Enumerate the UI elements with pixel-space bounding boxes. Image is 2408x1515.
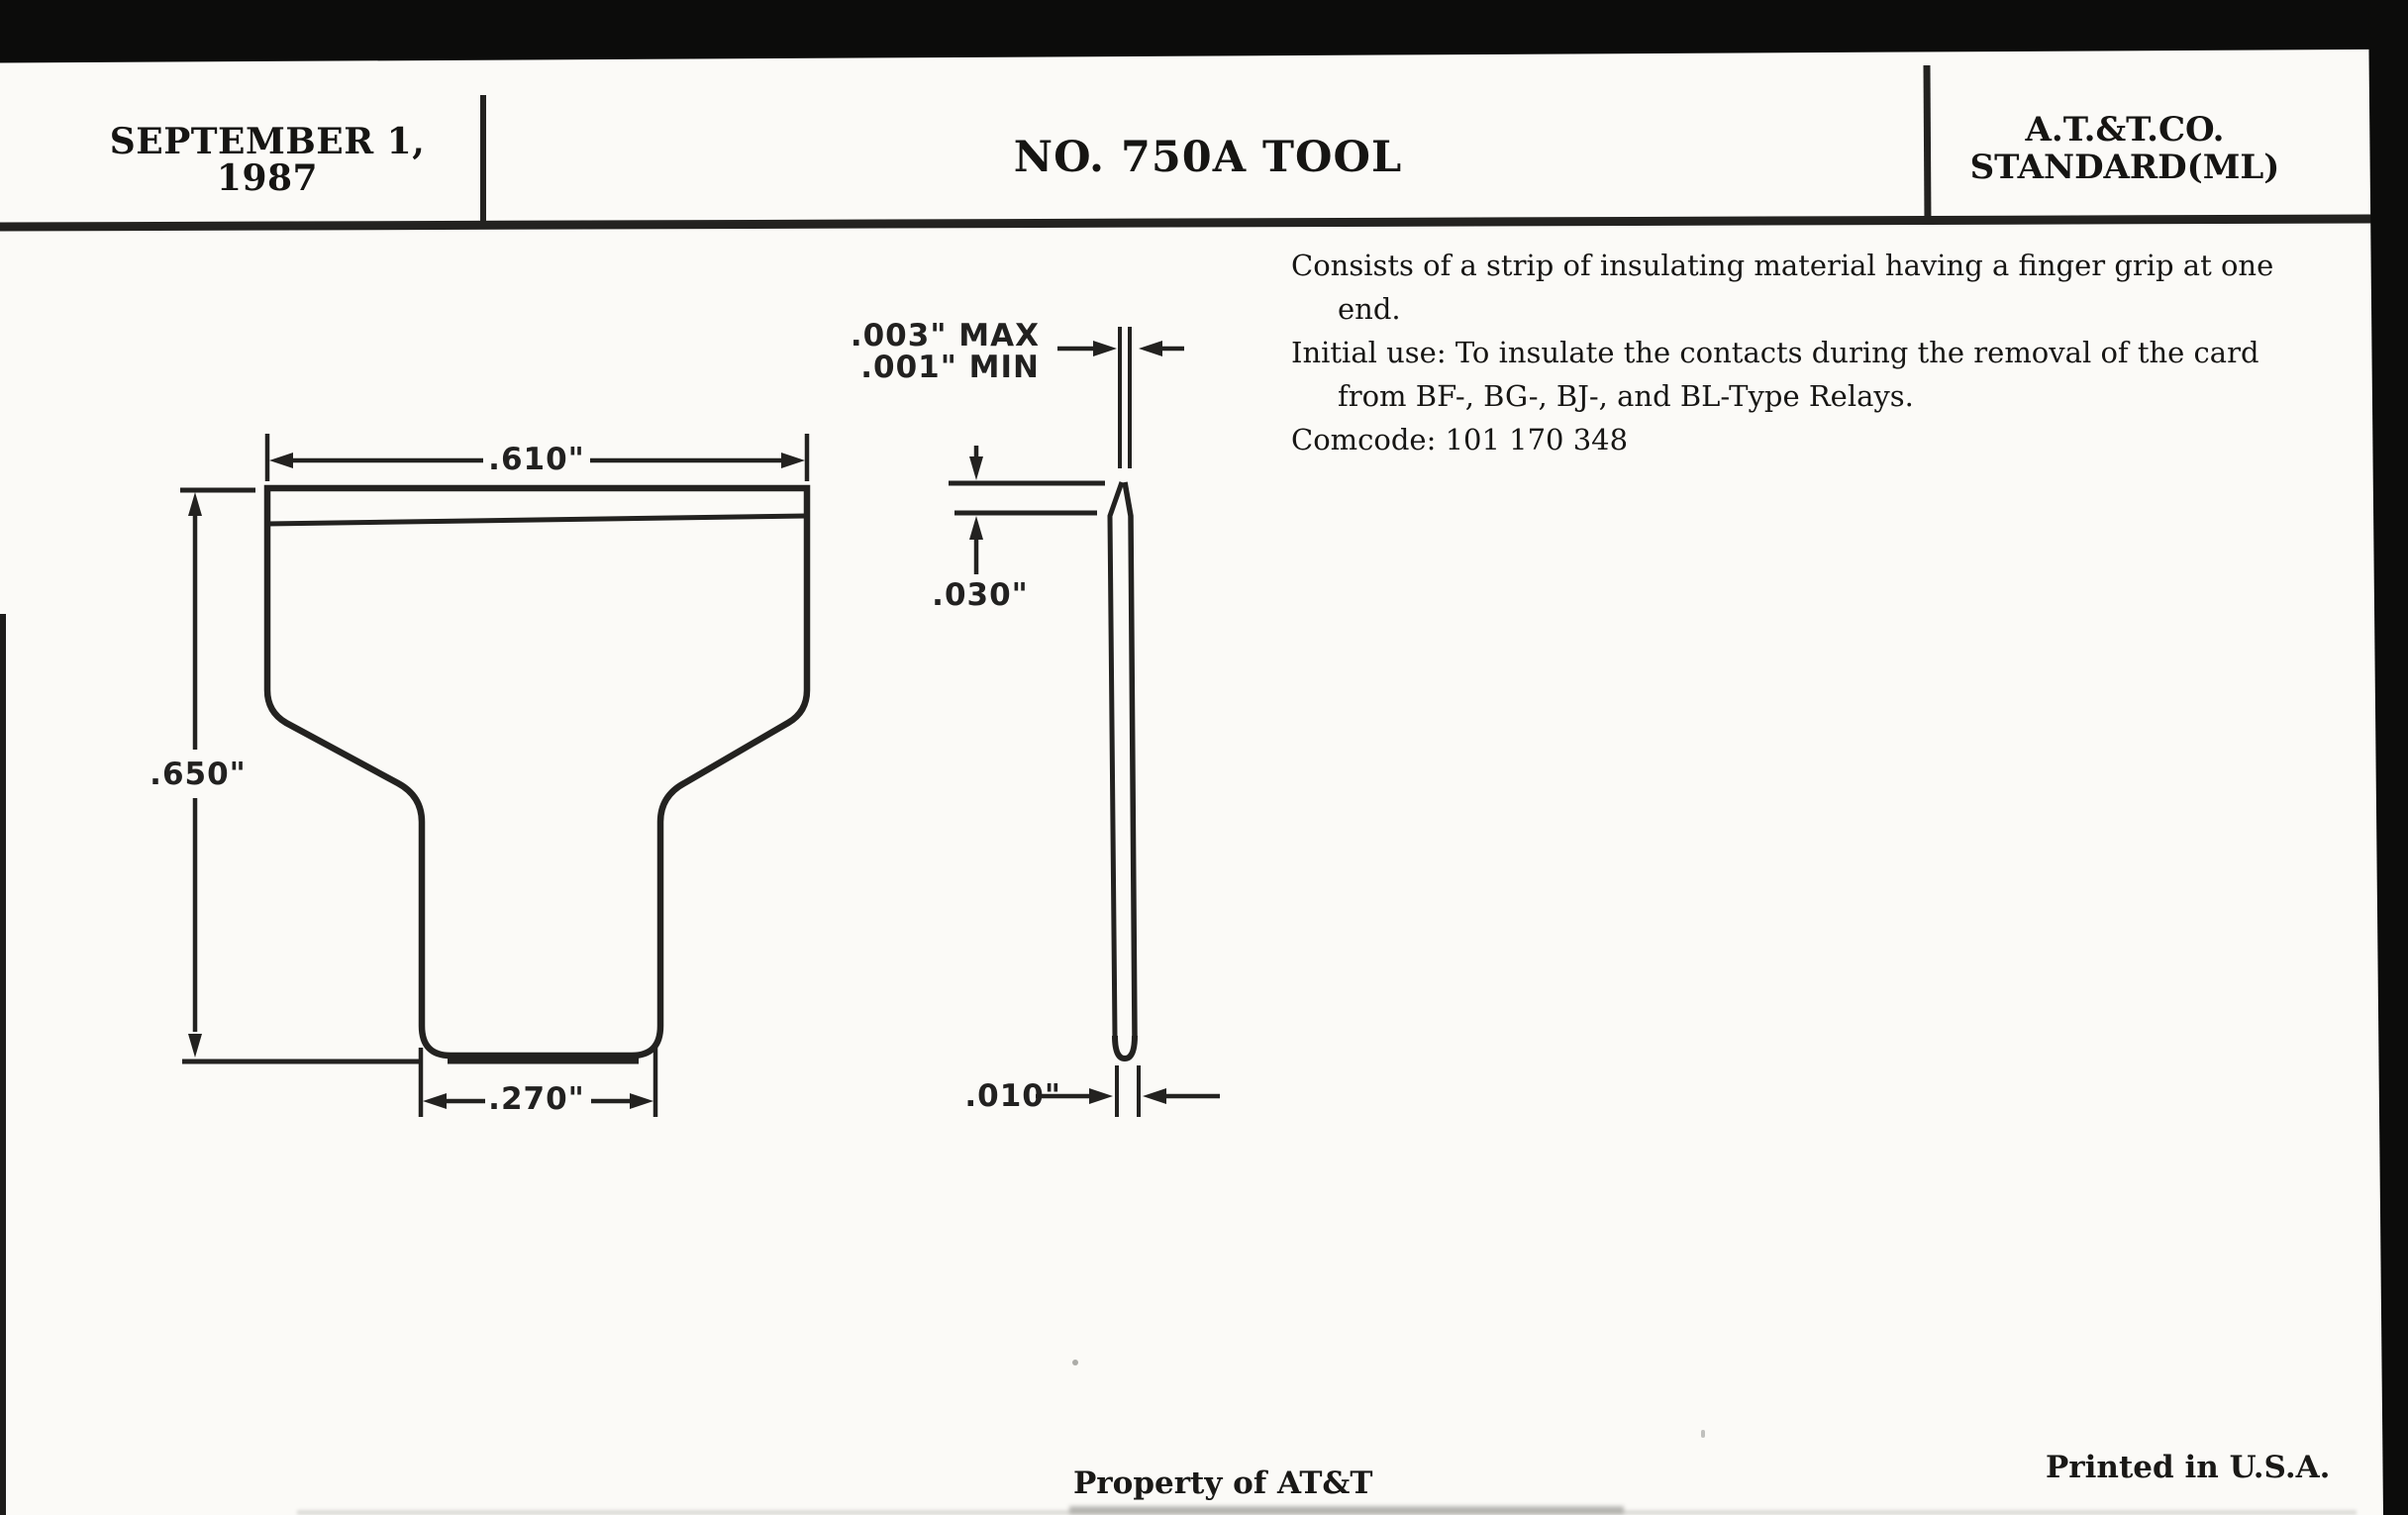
arrowhead-up [969,516,983,540]
stem-width-dimension-label: .270" [488,1081,585,1117]
width-dimension-label: .610" [488,442,585,477]
arrowhead-right-pointing [1089,1088,1113,1104]
front-view-grip-band-line [267,516,807,524]
arrowhead-down [969,456,983,480]
scan-speck [1072,1360,1078,1365]
arrowhead-right [781,453,805,468]
arrowhead-left [423,1093,447,1109]
dimension-bevel-030 [949,446,1105,574]
property-notice: Property of AT&T [1073,1465,1373,1501]
front-view-outline [267,488,807,1056]
scan-edge-left [0,614,6,1515]
tip-max-dimension-label: .003" MAX [850,318,1040,354]
arrowhead-left-pointing [1139,341,1162,356]
arrowhead-down [188,1034,202,1058]
document-title: NO. 750A TOOL [1013,133,1403,182]
arrowhead-left-pointing [1143,1088,1166,1104]
scan-smear [297,1510,2357,1515]
tip-min-dimension-label: .001" MIN [860,350,1040,385]
arrowhead-right [630,1093,653,1109]
organization-name: A.T.&T.CO. [2025,110,2225,150]
arrowhead-left [269,453,293,468]
header-rules [0,65,2371,227]
thickness-dimension-label: .010" [964,1078,1061,1114]
description-line: Comcode: 101 170 348 [1291,423,1629,456]
description-line: Consists of a strip of insulating material having a finger grip at one [1291,249,2274,282]
height-dimension-label: .650" [150,757,247,792]
header-divider-right [1927,65,1928,223]
arrowhead-right-pointing [1093,341,1117,356]
bevel-dimension-label: .030" [932,577,1029,613]
description-line: end. [1338,292,1401,326]
dimension-thickness-010 [1036,1065,1220,1117]
side-view-bottom-cap [1115,1036,1135,1059]
printed-notice: Printed in U.S.A. [2046,1450,2331,1485]
organization-standard: STANDARD(ML) [1969,148,2280,187]
side-view-body-right-edge [1125,482,1135,1036]
issue-date-line1: SEPTEMBER 1, [109,121,426,162]
side-view-body-left-edge [1110,482,1122,1036]
issue-date-line2: 1987 [216,157,319,199]
header-horizontal-rule [0,219,2371,227]
side-view [949,327,1220,1117]
description-line: Initial use: To insulate the contacts during the removal of the card [1291,336,2259,369]
arrowhead-up [188,492,202,516]
front-view [180,434,807,1117]
description-line: from BF-, BG-, BJ-, and BL-Type Relays. [1338,379,1914,413]
scan-speck [1701,1430,1705,1438]
